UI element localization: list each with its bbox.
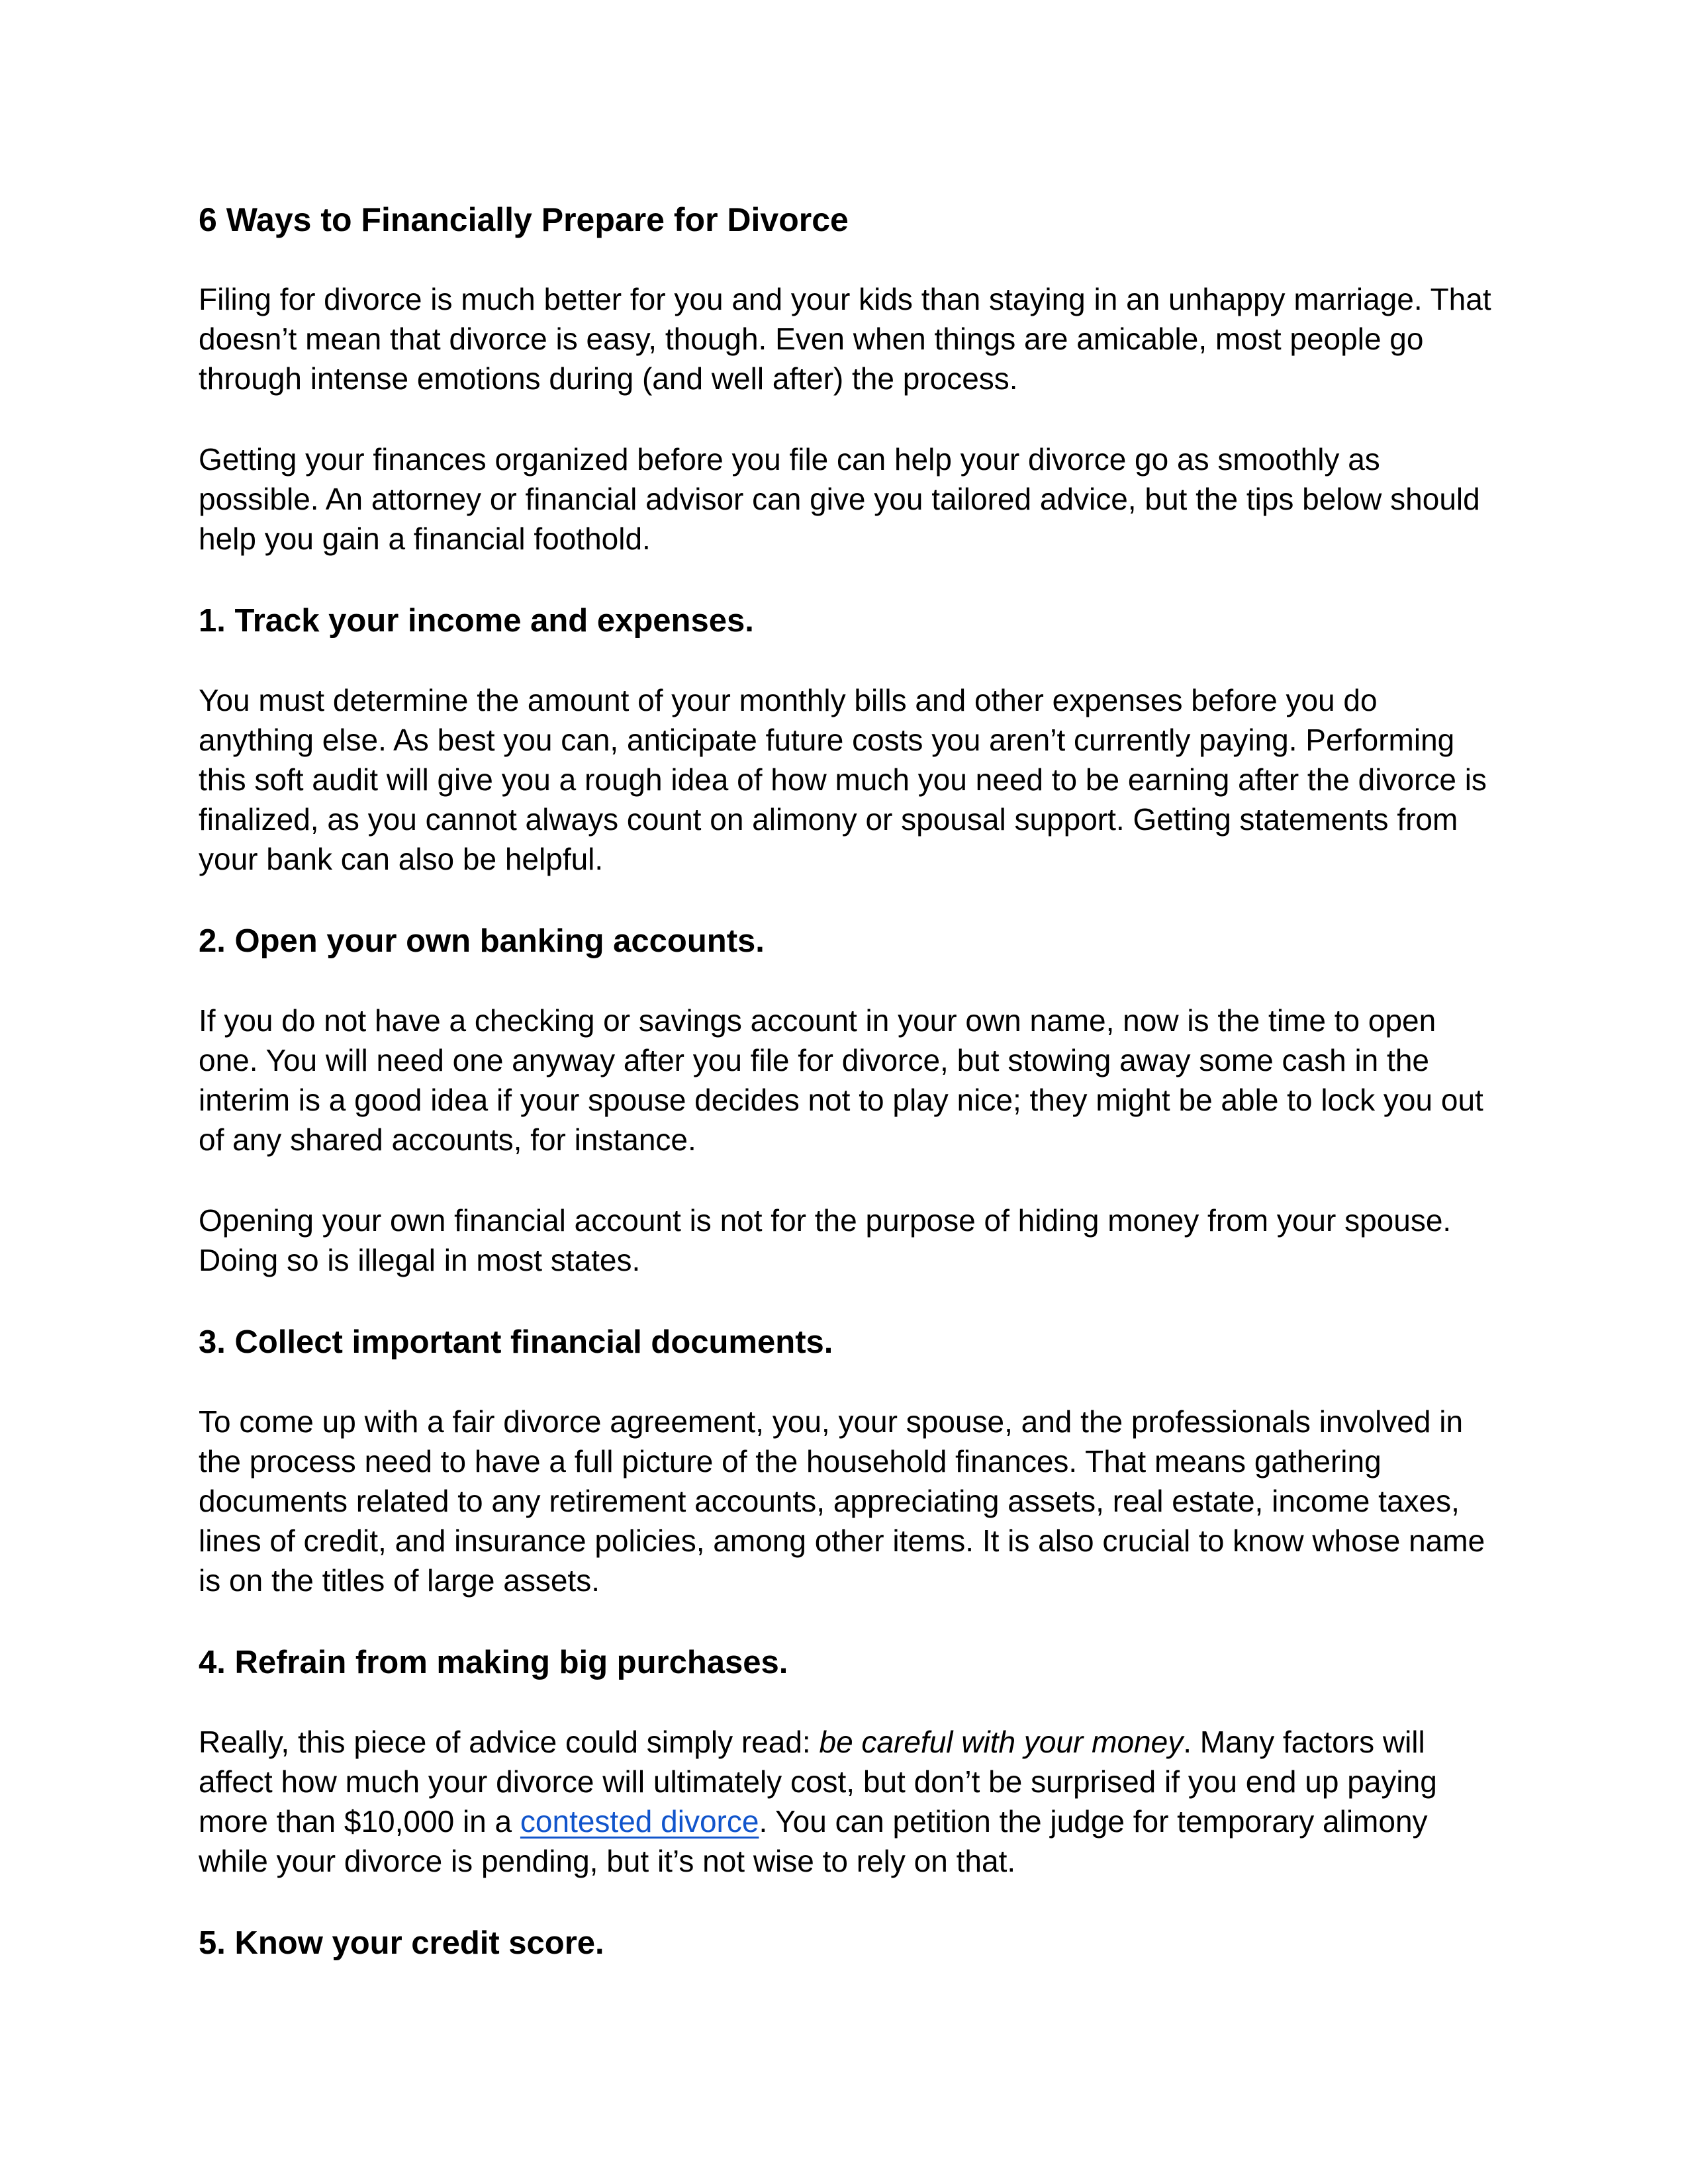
section-4-text-middle: . Many factors will affect how much your divorce will ultimately cost, but don’t be surprised if you end up paying more than $10,000 in a (199, 1725, 1437, 1839)
section-2-paragraph-2: Opening your own financial account is not for the purpose of hiding money from your spouse. Doing so is illegal in most states. (199, 1203, 1452, 1277)
document-title: 6 Ways to Financially Prepare for Divorce (199, 201, 849, 238)
section-4-heading: 4. Refrain from making big purchases. (199, 1645, 788, 1680)
section-4-text-tail: . You can petition the judge for temporary alimony while your divorce is pending, but it’s not wise to rely on that. (199, 1804, 1428, 1878)
section-4-text-lead: Really, this piece of advice could simply read: (199, 1725, 820, 1759)
section-2-paragraph-1: If you do not have a checking or savings account in your own name, now is the time to open one. You will need one anyway after you file for divorce, but stowing away some cash in the interim is a good idea if your spouse decides not to play nice; they might be able to lock you out of any shared accounts, for instance. (199, 1003, 1483, 1157)
section-5-heading: 5. Know your credit score. (199, 1925, 604, 1961)
section-4-paragraph (199, 1722, 1493, 1881)
section-3-paragraph: To come up with a fair divorce agreement, you, your spouse, and the professionals involved in the process need to have a full picture of the household finances. That means gathering documents related to any retirement accounts, appreciating assets, real estate, income taxes, lines of credit, and insurance policies, among other items. It is also crucial to know whose name is on the titles of large assets. (199, 1404, 1485, 1598)
contested-divorce-link[interactable]: contested divorce (520, 1804, 759, 1839)
section-1-paragraph: You must determine the amount of your monthly bills and other expenses before you do anything else. As best you can, anticipate future costs you aren’t currently paying. Performing this soft audit will give you a rough idea of how much you need to be earning after the divorce is finalized, as you cannot always count on alimony or spousal support. Getting statements from your bank can also be helpful. (199, 683, 1487, 876)
intro-paragraph-1: Filing for divorce is much better for you and your kids than staying in an unhappy marriage. That doesn’t mean that divorce is easy, though. Even when things are amicable, most people go through intense emotions during (and well after) the process. (199, 282, 1491, 396)
section-4-italic-phrase: be careful with your money (819, 1725, 1184, 1759)
section-1-heading: 1. Track your income and expenses. (199, 603, 754, 639)
section-3-heading: 3. Collect important financial documents. (199, 1324, 833, 1360)
intro-paragraph-2: Getting your finances organized before you file can help your divorce go as smoothly as possible. An attorney or financial advisor can give you tailored advice, but the tips below should help you gain a financial foothold. (199, 442, 1480, 556)
section-2-heading: 2. Open your own banking accounts. (199, 923, 765, 959)
